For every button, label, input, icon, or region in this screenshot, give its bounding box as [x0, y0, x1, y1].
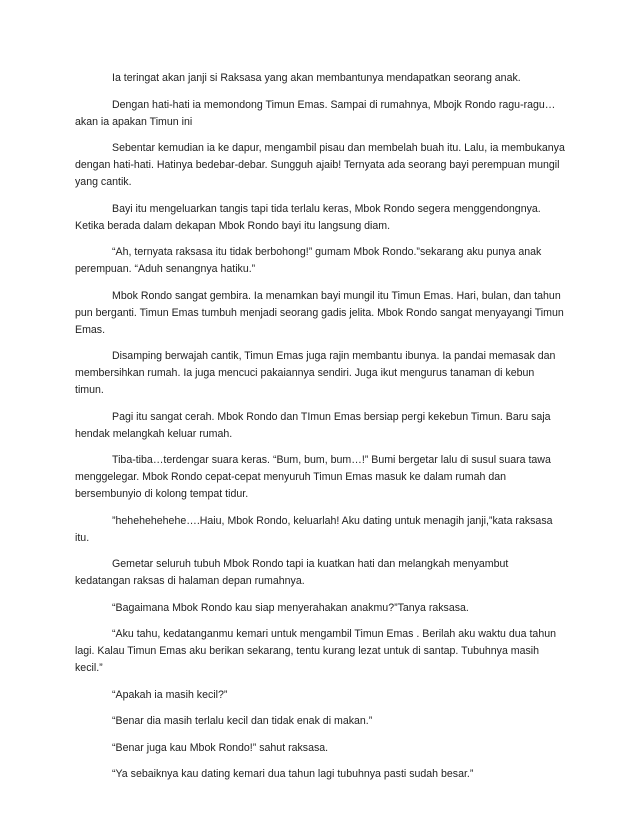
paragraph-17: “Ya sebaiknya kau dating kemari dua tahun lagi tubuhnya pasti sudah besar.”	[112, 768, 474, 780]
paragraph-11: Gemetar seluruh tubuh Mbok Rondo tapi ia kuatkan hati dan melangkah menyambut kedatangan raksas di halaman depan rumahnya.	[75, 558, 509, 587]
paragraph-15: “Benar dia masih terlalu kecil dan tidak enak di makan.”	[112, 715, 373, 727]
paragraph-8: Pagi itu sangat cerah. Mbok Rondo dan TImun Emas bersiap pergi kekebun Timun. Baru saja hendak melangkah keluar rumah.	[75, 410, 551, 440]
paragraph-1: Ia teringat akan janji si Raksasa yang akan membantunya mendapatkan seorang anak.	[112, 72, 521, 84]
paragraph-2: Dengan hati-hati ia memondong Timun Emas. Sampai di rumahnya, Mbojk Rondo ragu-ragu… akan ia apakan Timun ini	[75, 98, 556, 128]
paragraph-13: “Aku tahu, kedatanganmu kemari untuk mengambil Timun Emas . Berilah aku waktu dua tahun lagi. Kalau Timun Emas aku berikan sekarang, tentu kurang lezat untuk di santap. Tubuhnya masih kecil.”	[75, 628, 557, 674]
paragraph-4: Bayi itu mengeluarkan tangis tapi tida terlalu keras, Mbok Rondo segera menggendongnya. Ketika berada dalam dekapan Mbok Rondo bayi itu langsung diam.	[75, 202, 541, 232]
paragraph-16: “Benar juga kau Mbok Rondo!” sahut raksasa.	[112, 741, 329, 754]
paragraph-5: “Ah, ternyata raksasa itu tidak berbohong!” gumam Mbok Rondo.”sekarang aku punya anak perempuan. “Aduh senangnya hatiku.”	[75, 246, 542, 275]
paragraph-9: Tiba-tiba…terdengar suara keras. “Bum, bum, bum…!” Bumi bergetar lalu di susul suara tawa menggelegar. Mbok Rondo cepat-cepat menyuruh Timun Emas masuk ke dalam rumah dan bersembunyio di kolong tempat tidur.	[75, 454, 551, 500]
paragraph-7: Disamping berwajah cantik, Timun Emas juga rajin membantu ibunya. Ia pandai memasak dan membersihkan rumah. Ia juga mencuci pakaiannya sendiri. Juga ikut mengurus tanaman di kebun timun.	[75, 350, 556, 396]
paragraph-10: ”hehehehehehe….Haiu, Mbok Rondo, keluarlah! Aku dating untuk menagih janji,”kata raksasa itu.	[75, 514, 553, 544]
paragraph-14: “Apakah ia masih kecil?”	[112, 688, 228, 701]
paragraph-6: Mbok Rondo sangat gembira. Ia menamkan bayi mungil itu Timun Emas. Hari, bulan, dan tahun pun berganti. Timun Emas tumbuh menjadi seorang gadis jelita. Mbok Rondo sangat menyayangi Timun Emas.	[75, 289, 564, 336]
paragraph-12: “Bagaimana Mbok Rondo kau siap menyerahakan anakmu?”Tanya raksasa.	[112, 601, 469, 614]
story-text	[75, 70, 565, 793]
paragraph-3: Sebentar kemudian ia ke dapur, mengambil pisau dan membelah buah itu. Lalu, ia membukanya dengan hati-hati. Hatinya bedebar-debar. Sungguh ajaib! Ternyata ada seorang bayi perempuan mungil yang cantik.	[75, 142, 565, 188]
